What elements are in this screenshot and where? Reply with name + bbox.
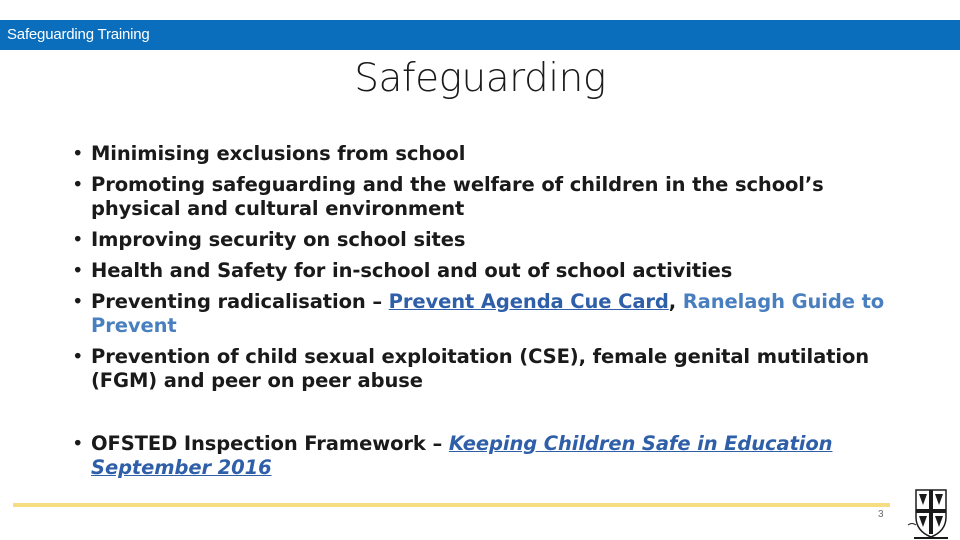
bullet-text: Prevention of child sexual exploitation (CSE), female genital mutilation (FGM) and peer on peer abuse [91, 345, 870, 392]
bullet-list [72, 142, 892, 400]
bullet-item [72, 173, 892, 221]
bullet-separator: , [668, 290, 683, 313]
header-title: Safeguarding Training [7, 26, 150, 43]
ranelagh-guide-link[interactable]: Ranelagh Guide to Prevent [91, 290, 885, 337]
bullet-item [72, 142, 892, 166]
bullet-item [72, 432, 892, 480]
bullet-text: Minimising exclusions from school [91, 142, 466, 165]
bullet-text: Improving security on school sites [91, 228, 466, 251]
bullet-item [72, 290, 892, 338]
school-crest-icon [906, 487, 956, 540]
footer-divider [13, 503, 890, 507]
slide-title: Safeguarding [354, 56, 606, 101]
header-bar [0, 20, 960, 50]
bullet-item [72, 345, 892, 393]
bullet-list-second [72, 432, 892, 487]
page-number: 3 [878, 509, 884, 520]
bullet-text: Health and Safety for in-school and out of school activities [91, 259, 733, 282]
bullet-item [72, 259, 892, 283]
kcsie-link[interactable]: Keeping Children Safe in Education September 2016 [91, 432, 833, 479]
bullet-text: Preventing radicalisation – [91, 290, 389, 313]
bullet-text: OFSTED Inspection Framework – [91, 432, 449, 455]
bullet-item [72, 228, 892, 252]
prevent-cue-card-link[interactable]: Prevent Agenda Cue Card [388, 290, 669, 313]
bullet-text: Promoting safeguarding and the welfare of children in the school’s physical and cultural environment [91, 173, 824, 220]
